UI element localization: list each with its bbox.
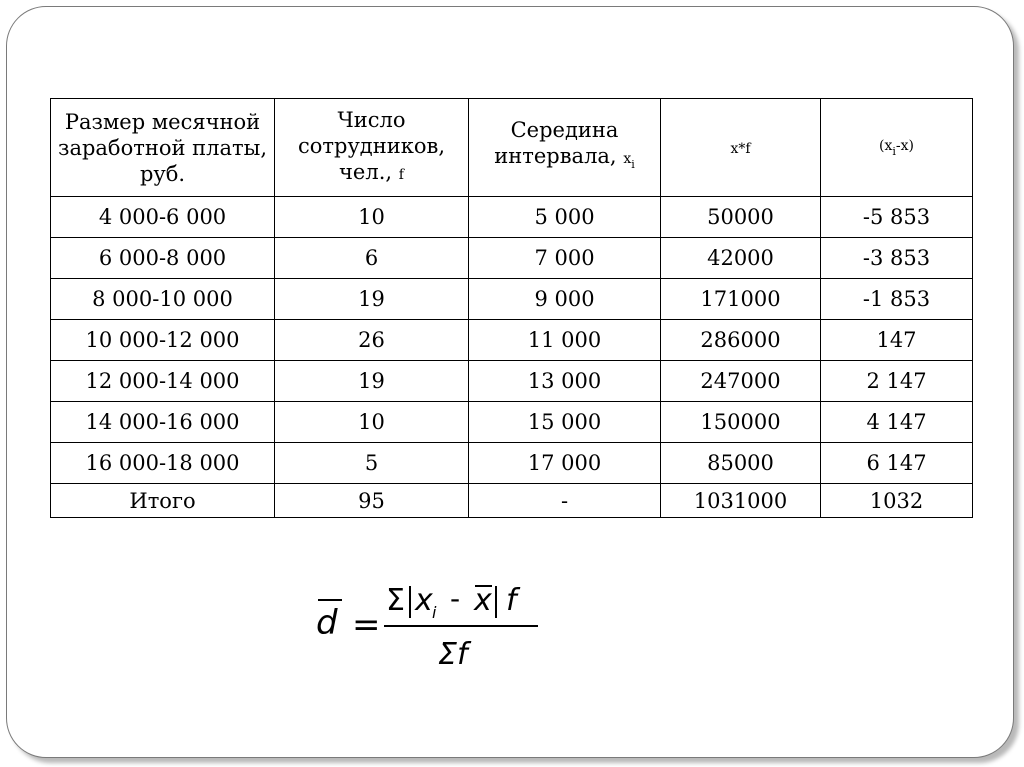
cell-midpoint: 5 000 <box>469 197 661 238</box>
cell-deviation: 4 147 <box>821 402 973 443</box>
header-deviation-open: (x <box>879 137 893 154</box>
cell-count: 19 <box>275 361 469 402</box>
numerator-sum: Σ <box>386 583 405 618</box>
cell-count: 6 <box>275 238 469 279</box>
formula-equals: = <box>352 605 381 645</box>
total-count: 95 <box>275 484 469 518</box>
header-deviation-subscript: i <box>892 145 896 159</box>
header-salary-range <box>51 99 275 197</box>
denominator: Σf <box>438 637 468 672</box>
header-employee-count-text: Число сотрудников, чел., <box>297 108 445 184</box>
cell-range: 6 000-8 000 <box>51 238 275 279</box>
numerator-xbar: x <box>474 583 492 618</box>
cell-deviation: 6 147 <box>821 443 973 484</box>
header-x-times-f-text: x*f <box>730 141 751 157</box>
cell-range: 16 000-18 000 <box>51 443 275 484</box>
header-interval-midpoint-symbol: x <box>623 150 632 167</box>
table-row <box>51 402 973 443</box>
mean-deviation-formula <box>312 578 552 688</box>
header-x-times-f <box>661 99 821 197</box>
header-salary-range-text: Размер месячной заработной платы, руб. <box>57 109 267 186</box>
cell-x-times-f: 50000 <box>661 197 821 238</box>
cell-range: 10 000-12 000 <box>51 320 275 361</box>
cell-count: 5 <box>275 443 469 484</box>
cell-count: 10 <box>275 197 469 238</box>
header-interval-midpoint-text: Середина интервала, <box>494 117 619 168</box>
total-midpoint: - <box>469 484 661 518</box>
numerator-f: f <box>506 583 517 618</box>
header-interval-midpoint <box>469 99 661 197</box>
salary-table <box>50 98 973 518</box>
cell-deviation: 2 147 <box>821 361 973 402</box>
total-label: Итого <box>51 484 275 518</box>
header-interval-midpoint-subscript: i <box>631 158 635 172</box>
total-x-times-f: 1031000 <box>661 484 821 518</box>
cell-midpoint: 17 000 <box>469 443 661 484</box>
cell-count: 10 <box>275 402 469 443</box>
table-header-row <box>51 99 973 197</box>
cell-midpoint: 13 000 <box>469 361 661 402</box>
cell-deviation: -3 853 <box>821 238 973 279</box>
cell-x-times-f: 171000 <box>661 279 821 320</box>
total-deviation: 1032 <box>821 484 973 518</box>
table-total-row <box>51 484 973 518</box>
table-row <box>51 443 973 484</box>
table-row <box>51 238 973 279</box>
formula-lhs: d <box>316 603 338 643</box>
cell-count: 26 <box>275 320 469 361</box>
cell-midpoint: 9 000 <box>469 279 661 320</box>
numerator-subscript-i: i <box>432 603 437 622</box>
numerator-x: x <box>415 583 433 618</box>
cell-x-times-f: 85000 <box>661 443 821 484</box>
cell-x-times-f: 247000 <box>661 361 821 402</box>
cell-midpoint: 11 000 <box>469 320 661 361</box>
table-row <box>51 197 973 238</box>
header-deviation <box>821 99 973 197</box>
table-row <box>51 320 973 361</box>
cell-deviation: 147 <box>821 320 973 361</box>
table-row <box>51 279 973 320</box>
cell-midpoint: 15 000 <box>469 402 661 443</box>
cell-x-times-f: 150000 <box>661 402 821 443</box>
cell-range: 12 000-14 000 <box>51 361 275 402</box>
cell-range: 4 000-6 000 <box>51 197 275 238</box>
cell-range: 14 000-16 000 <box>51 402 275 443</box>
cell-x-times-f: 42000 <box>661 238 821 279</box>
cell-deviation: -5 853 <box>821 197 973 238</box>
table-row <box>51 361 973 402</box>
cell-range: 8 000-10 000 <box>51 279 275 320</box>
cell-count: 19 <box>275 279 469 320</box>
header-employee-count-symbol: f <box>398 167 404 183</box>
header-employee-count <box>275 99 469 197</box>
cell-x-times-f: 286000 <box>661 320 821 361</box>
cell-midpoint: 7 000 <box>469 238 661 279</box>
header-deviation-close: -x) <box>895 137 914 154</box>
numerator-minus: - <box>450 582 461 615</box>
cell-deviation: -1 853 <box>821 279 973 320</box>
